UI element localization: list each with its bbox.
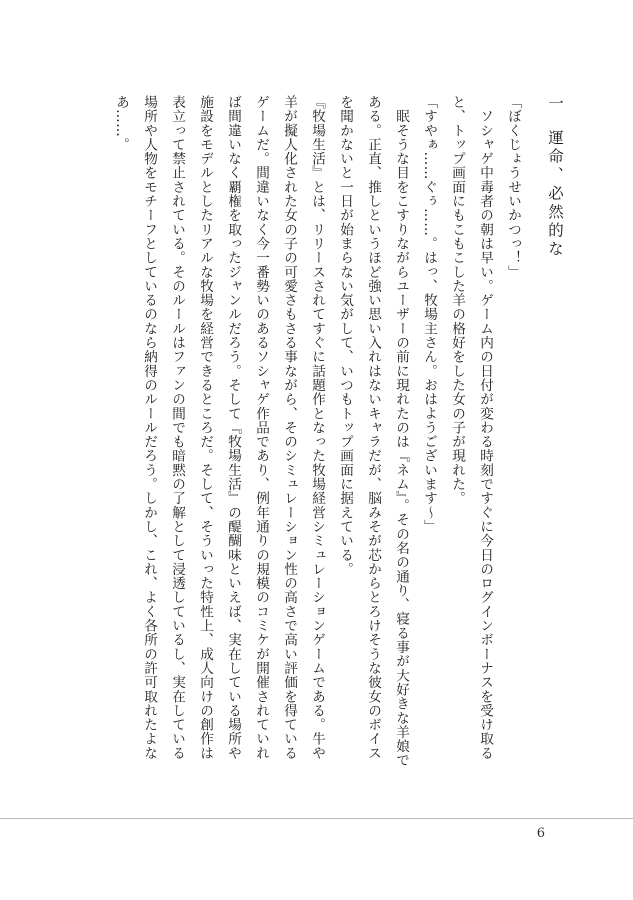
text-line: 「すやぁ……ぐぅ……。はっ、牧場主さん。おはようございます～」: [421, 95, 437, 534]
chapter-title: 運命、必然的な: [546, 129, 564, 259]
chapter-heading: [527, 95, 569, 815]
text-line: 羊が擬人化された女の子の可愛さもさる事ながら、そのシミュレーション性の高さで高い評価を得ている: [281, 95, 297, 761]
footer-divider: [0, 818, 633, 819]
text-line: ある。正直、推しというほど強い思い入れはないキャラだが、脳みそが芯からとろけそうな彼女のボイス: [365, 95, 381, 761]
text-line: 眠そうな目をこすりながらユーザーの前に現れたのは『ネム』。その名の通り、寝る事が大好きな羊娘で: [393, 95, 409, 768]
text-line: ソシャゲ中毒者の朝は早い。ゲーム内の日付が変わる時刻ですぐに今日のログインボーナスを受け取る: [477, 95, 493, 761]
text-line: ば間違いなく覇権を取ったジャンルだろう。そして『牧場生活』の醍醐味といえば、実在している場所や: [225, 95, 241, 761]
text-line: 場所や人物をモチーフとしているのなら納得のルールだろう。しかし、これ、よく各所の許可取れたよな: [141, 95, 157, 761]
text-line: あ……。: [113, 95, 129, 152]
page-number: 6: [536, 826, 545, 841]
text-line: 『牧場生活』とは、リリースされてすぐに話題作となった牧場経営シミュレーションゲームである。牛や: [309, 95, 325, 761]
text-line: 「ぼくじょうせいかつっ！」: [505, 95, 521, 279]
text-line: 施設をモデルとしたリアルな牧場を経営できるところだ。そして、そういった特性上、成人向けの創作は: [197, 95, 213, 761]
text-line: ゲームだ。間違いなく今一番勢いのあるソシャゲ作品であり、例年通りの規模のコミケが開催されていれ: [253, 95, 269, 761]
chapter-number: 一: [546, 95, 564, 114]
vertical-text-body: [107, 95, 569, 815]
text-line: を聞かないと一日が始まらない気がして、いつもトップ画面に据えている。: [337, 95, 353, 577]
text-line: と、トップ画面にもこもこした羊の格好をした女の子が現れた。: [449, 95, 465, 506]
text-line: 表立って禁止されている。そのルールはファンの間でも暗黙の了解として浸透しているし、実在している: [169, 95, 185, 761]
